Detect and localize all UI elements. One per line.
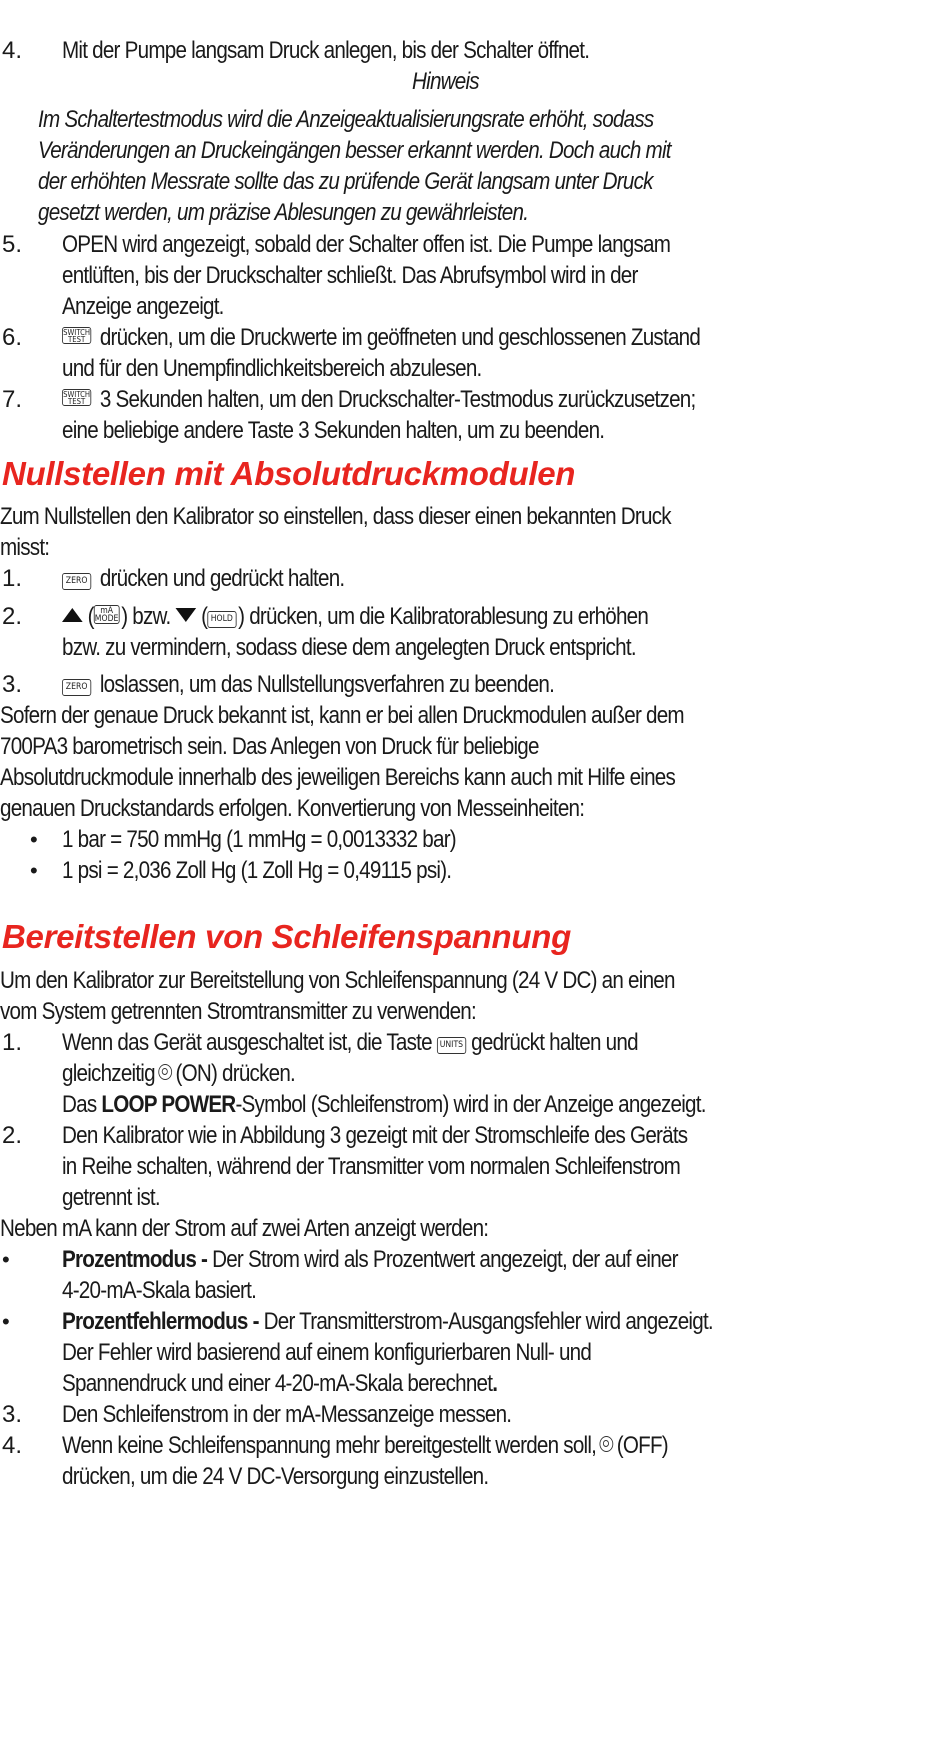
intro-text: misst: [0, 534, 50, 561]
bullet-text: 1 psi = 2,036 Zoll Hg (1 Zoll Hg = 0,49115 psi). [62, 857, 452, 884]
step-number: 1. [2, 565, 23, 592]
power-icon [158, 1064, 172, 1080]
switch-test-key-icon: SWITCH TEST [63, 328, 91, 344]
step-text: SWITCH TEST 3 Sekunden halten, um den Druckschalter-Testmodus zurückzusetzen; [63, 386, 696, 413]
step-text: ( mA MODE ) bzw. ( HOLD ) drücken, um die Kalibratorablesung zu erhöhen [62, 601, 648, 632]
step-text: OPEN wird angezeigt, sobald der Schalter offen ist. Die Pumpe langsam [62, 231, 671, 258]
note-line: Im Schaltertestmodus wird die Anzeigeaktualisierungsrate erhöht, sodass [38, 106, 654, 133]
note-line: gesetzt werden, um präzise Ablesungen zu gewährleisten. [38, 199, 529, 226]
step-number: 6. [2, 324, 23, 351]
ma-mode-key-icon: mA MODE [94, 606, 119, 624]
section-heading: Bereitstellen von Schleifenspannung [2, 918, 571, 955]
bullet-dot: • [30, 858, 38, 883]
intro-text: Zum Nullstellen den Kalibrator so einstellen, dass dieser einen bekannten Druck [0, 503, 671, 530]
bullet-text: Spannendruck und einer 4-20-mA-Skala berechnet. [62, 1370, 498, 1397]
bullet-text: Der Fehler wird basierend auf einem konfigurierbaren Null- und [62, 1339, 592, 1366]
bullet-dot: • [2, 1309, 10, 1334]
paragraph-text: 700PA3 barometrisch sein. Das Anlegen von Druck für beliebige [0, 733, 539, 760]
step-text: bzw. zu vermindern, sodass diese dem angelegten Druck entspricht. [62, 634, 636, 661]
step-text: ZERO loslassen, um das Nullstellungsverfahren zu beenden. [62, 669, 554, 700]
step-text: Wenn das Gerät ausgeschaltet ist, die Taste UNITS gedrückt halten und [62, 1029, 638, 1056]
paragraph-text: genauen Druckstandards erfolgen. Konvertierung von Messeinheiten: [0, 795, 585, 822]
bullet-dot: • [30, 827, 38, 852]
step-text: und für den Unempfindlichkeitsbereich abzulesen. [62, 355, 482, 382]
intro-text: vom System getrennten Stromtransmitter zu verwenden: [0, 998, 476, 1025]
step-text: drücken, um die 24 V DC-Versorgung einzustellen. [62, 1463, 489, 1490]
step-number: 4. [2, 1432, 23, 1459]
step-number: 4. [2, 37, 23, 64]
step-text: Den Schleifenstrom in der mA-Messanzeige messen. [62, 1401, 512, 1428]
bullet-text: Prozentmodus - Der Strom wird als Prozentwert angezeigt, der auf einer [62, 1246, 678, 1273]
step-text: Wenn keine Schleifenspannung mehr bereitgestellt werden soll, (OFF) [62, 1432, 668, 1459]
power-icon [600, 1436, 614, 1452]
note-title: Hinweis [412, 68, 479, 95]
paragraph-text: Sofern der genaue Druck bekannt ist, kann er bei allen Druckmodulen außer dem [0, 702, 684, 729]
hold-key-icon: HOLD [207, 611, 236, 628]
section-heading: Nullstellen mit Absolutdruckmodulen [2, 455, 576, 492]
step-text: eine beliebige andere Taste 3 Sekunden halten, um zu beenden. [62, 417, 605, 444]
paragraph-text: Neben mA kann der Strom auf zwei Arten anzeigt werden: [0, 1215, 489, 1242]
up-arrow-icon [62, 608, 83, 622]
step-text: Anzeige angezeigt. [62, 293, 224, 320]
step-number: 2. [2, 1122, 23, 1149]
zero-key-icon: ZERO [62, 573, 91, 590]
bullet-text: 4-20-mA-Skala basiert. [62, 1277, 257, 1304]
step-text: Mit der Pumpe langsam Druck anlegen, bis der Schalter öffnet. [62, 37, 590, 64]
step-text: Das LOOP POWER-Symbol (Schleifenstrom) wird in der Anzeige angezeigt. [62, 1091, 706, 1118]
step-text: SWITCH TEST drücken, um die Druckwerte im geöffneten und geschlossenen Zustand [63, 324, 701, 351]
down-arrow-icon [175, 608, 196, 622]
step-text: in Reihe schalten, während der Transmitter vom normalen Schleifenstrom [62, 1153, 681, 1180]
step-text: entlüften, bis der Druckschalter schließt. Das Abrufsymbol wird in der [62, 262, 638, 289]
step-text: ZERO drücken und gedrückt halten. [62, 563, 344, 594]
step-text: gleichzeitig (ON) drücken. [62, 1060, 296, 1087]
intro-text: Um den Kalibrator zur Bereitstellung von Schleifenspannung (24 V DC) an einen [0, 967, 675, 994]
bullet-text: Prozentfehlermodus - Der Transmitterstrom-Ausgangsfehler wird angezeigt. [62, 1308, 713, 1335]
step-number: 1. [2, 1029, 23, 1056]
note-line: Veränderungen an Druckeingängen besser erkannt werden. Doch auch mit [38, 137, 671, 164]
bullet-text: 1 bar = 750 mmHg (1 mmHg = 0,0013332 bar) [62, 826, 456, 853]
switch-test-key-icon: SWITCH TEST [63, 390, 91, 406]
bullet-dot: • [2, 1247, 10, 1272]
step-text: Den Kalibrator wie in Abbildung 3 gezeigt mit der Stromschleife des Geräts [62, 1122, 688, 1149]
step-number: 3. [2, 1401, 23, 1428]
zero-key-icon: ZERO [62, 679, 91, 696]
step-text: getrennt ist. [62, 1184, 160, 1211]
units-key-icon: UNITS [437, 1037, 466, 1054]
step-number: 2. [2, 603, 23, 630]
paragraph-text: Absolutdruckmodule innerhalb des jeweiligen Bereichs kann auch mit Hilfe eines [0, 764, 676, 791]
step-number: 3. [2, 671, 23, 698]
note-line: der erhöhten Messrate sollte das zu prüfende Gerät langsam unter Druck [38, 168, 653, 195]
step-number: 7. [2, 386, 23, 413]
step-number: 5. [2, 231, 23, 258]
